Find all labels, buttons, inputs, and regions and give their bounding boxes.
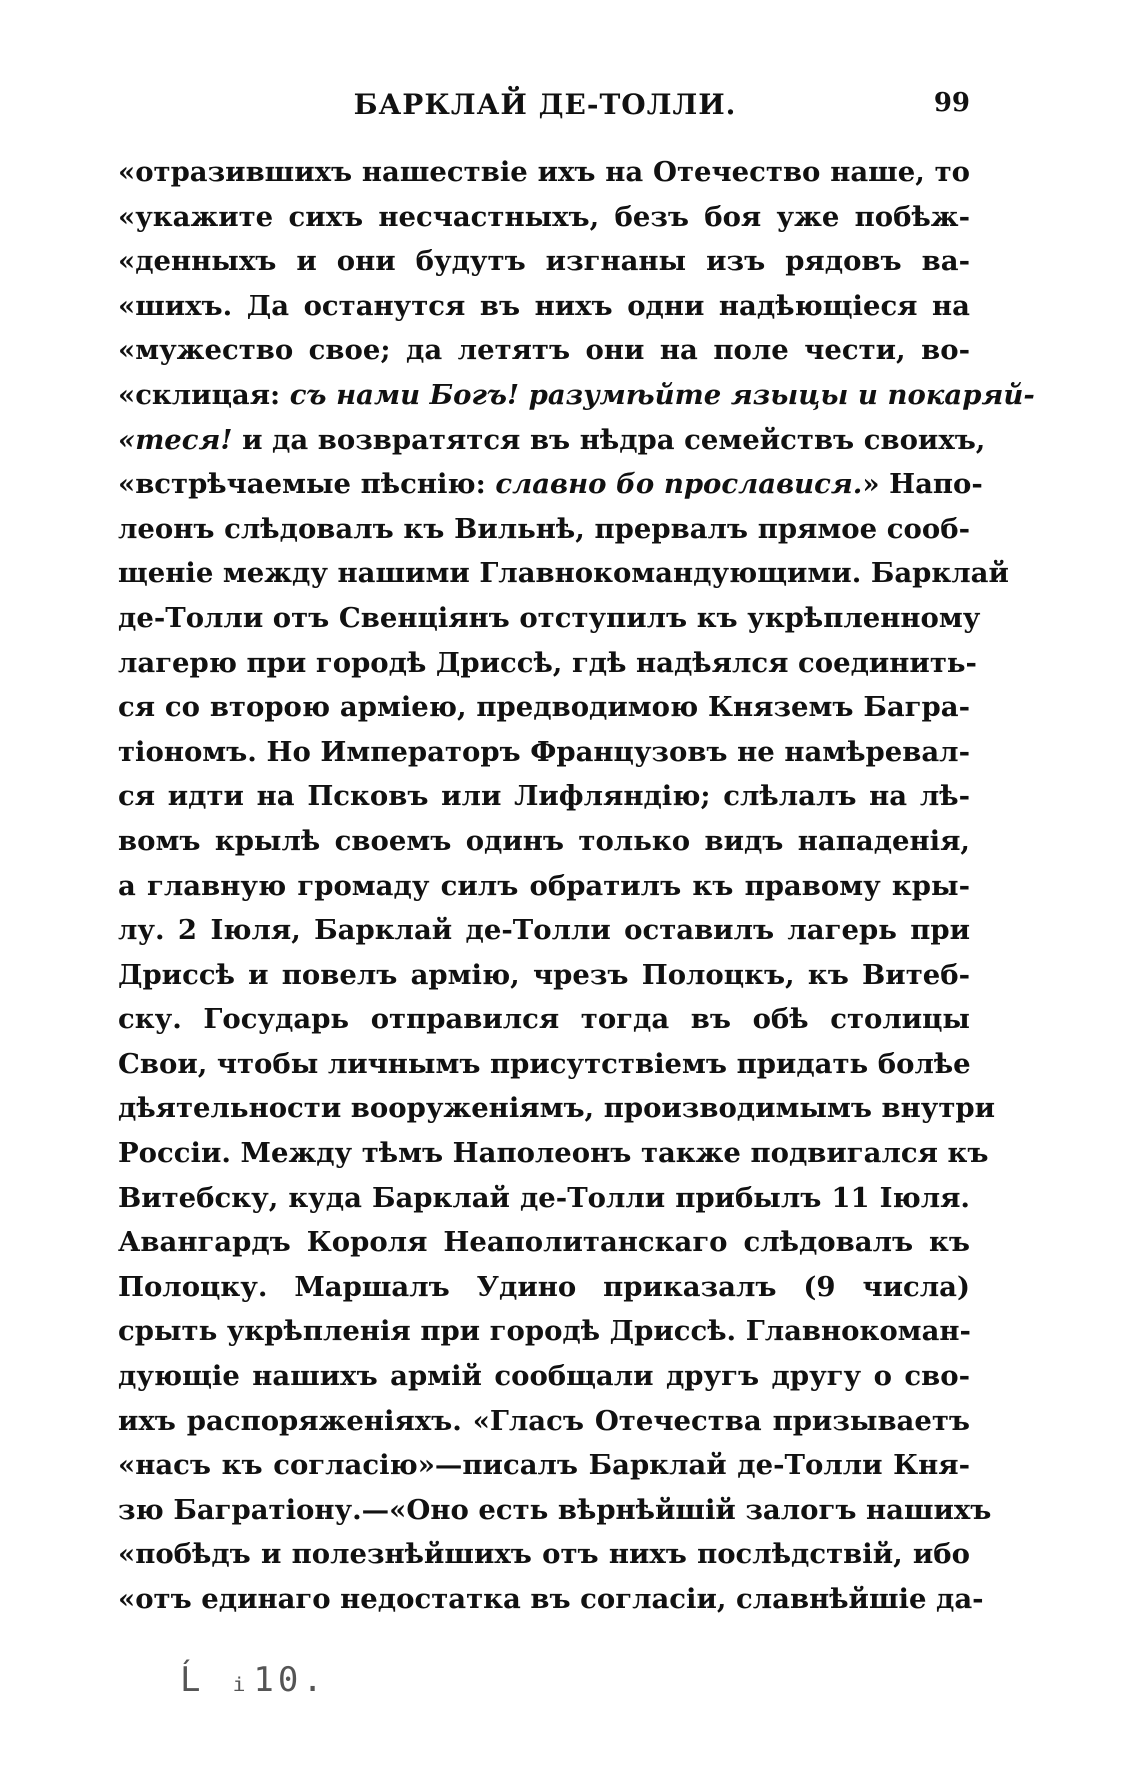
text-line <box>118 373 1035 418</box>
italic-span: съ нами Богъ! разумѣйте языцы и покаряй- <box>289 378 1035 411</box>
line-text: «шихъ. Да останутся въ нихъ одни надѣющіеся на <box>118 289 970 322</box>
text-line <box>118 1176 970 1221</box>
text-line <box>118 596 981 641</box>
line-text: зю Багратіону.—«Оно есть вѣрнѣйшій залогъ нашихъ <box>118 1493 992 1526</box>
text-line <box>118 195 970 240</box>
text-line <box>118 507 970 552</box>
page-number: 99 <box>933 88 970 118</box>
text-line <box>118 551 1009 596</box>
text-line <box>118 328 970 373</box>
line-text: дующіе нашихъ армій сообщали другъ другу о сво- <box>118 1360 970 1393</box>
line-text: тіономъ. Но Императоръ Французовъ не намѣревал- <box>118 735 970 768</box>
line-text: «склицая: <box>118 378 290 411</box>
line-text: а главную громаду силъ обратилъ къ правому кры- <box>118 869 970 902</box>
text-line <box>118 819 970 864</box>
text-line <box>118 908 970 953</box>
text-line <box>118 1131 989 1176</box>
text-line <box>118 774 970 819</box>
line-text: вомъ крылѣ своемъ одинъ только видъ нападенія, <box>118 824 970 857</box>
line-text: и да возвратятся въ нѣдра семействъ своихъ, <box>232 423 986 456</box>
line-text: ся со второю арміею, предводимою Княземъ Багра- <box>118 691 970 724</box>
text-line <box>118 1086 996 1131</box>
line-text: лу. 2 Іюля, Барклай де-Толли оставилъ лагерь при <box>118 914 970 947</box>
line-text: Витебску, куда Барклай де-Толли прибылъ 11 Іюля. <box>118 1181 970 1214</box>
line-text: щеніе между нашими Главнокомандующими. Барклай <box>118 557 1009 590</box>
text-line <box>118 1265 970 1310</box>
line-text: «отразившихъ нашествіе ихъ на Отечество наше, то <box>118 156 970 188</box>
line-text: срыть укрѣпленія при городѣ Дриссѣ. Главнокоман- <box>118 1315 971 1348</box>
line-text: Дриссѣ и повелъ армію, чрезъ Полоцкъ, къ Витеб- <box>118 958 970 991</box>
line-text: «мужество свое; да летятъ они на поле чести, во- <box>118 334 970 367</box>
text-line <box>118 284 970 329</box>
text-line <box>118 1309 970 1354</box>
line-text: Авангардъ Короля Неаполитанскаго слѣдовалъ къ <box>118 1226 970 1259</box>
text-line <box>118 150 970 195</box>
text-line <box>118 418 986 463</box>
text-line <box>118 462 983 507</box>
line-text: «отъ единаго недостатка въ согласіи, славнѣйшіе да- <box>118 1583 984 1615</box>
line-text: де-Толли отъ Свенціянъ отступилъ къ укрѣпленному <box>118 601 981 634</box>
text-line <box>118 239 970 284</box>
text-line <box>118 1532 970 1577</box>
italic-span: славно бо прославися. <box>495 468 863 501</box>
text-line <box>118 1399 970 1444</box>
text-line <box>118 953 970 998</box>
running-title: БАРКЛАЙ ДЕ-ТОЛЛИ. <box>353 88 737 121</box>
library-stamp-mark: Ĺ ᵢ10. <box>180 1660 327 1700</box>
text-line <box>118 641 977 686</box>
italic-span: «теся! <box>118 423 233 456</box>
text-line <box>118 730 970 775</box>
text-line <box>118 1577 984 1622</box>
line-text: лагерю при городѣ Дриссѣ, гдѣ надѣялся соединить- <box>118 646 977 679</box>
line-text: Россіи. Между тѣмъ Наполеонъ также подвигался къ <box>118 1137 989 1170</box>
line-text: «побѣдъ и полезнѣйшихъ отъ нихъ послѣдствій, ибо <box>118 1538 970 1571</box>
line-text: Полоцку. Маршалъ Удино приказалъ (9 числа) <box>118 1270 970 1303</box>
line-text: «встрѣчаемые пѣснію: <box>118 468 496 501</box>
line-text: «укажите сихъ несчастныхъ, безъ боя уже побѣж- <box>118 200 970 233</box>
text-line <box>118 864 970 909</box>
text-line <box>118 1220 970 1265</box>
line-tail: » Напо- <box>862 468 983 501</box>
line-text: леонъ слѣдовалъ къ Вильнѣ, прервалъ прямое сооб- <box>118 512 970 545</box>
text-line <box>118 1488 992 1533</box>
text-line <box>118 1443 970 1488</box>
text-line <box>118 1354 970 1399</box>
line-text: ся идти на Псковъ или Лифляндію; слѣлалъ на лѣ- <box>118 780 970 813</box>
text-line <box>118 685 970 730</box>
line-text: Свои, чтобы личнымъ присутствіемъ придать болѣе <box>118 1047 971 1080</box>
line-text: «насъ къ согласію»—писалъ Барклай де-Толли Кня- <box>118 1449 970 1482</box>
running-header <box>120 88 970 128</box>
text-line <box>118 1042 970 1087</box>
body-text <box>118 150 1035 1622</box>
line-text: «денныхъ и они будутъ изгнаны изъ рядовъ ва- <box>118 245 970 278</box>
line-text: ихъ распоряженіяхъ. «Гласъ Отечества призываетъ <box>118 1404 970 1437</box>
text-line <box>118 997 970 1042</box>
line-text: дѣятельности вооруженіямъ, производимымъ внутри <box>118 1092 996 1125</box>
line-text: ску. Государь отправился тогда въ обѣ столицы <box>118 1003 970 1036</box>
